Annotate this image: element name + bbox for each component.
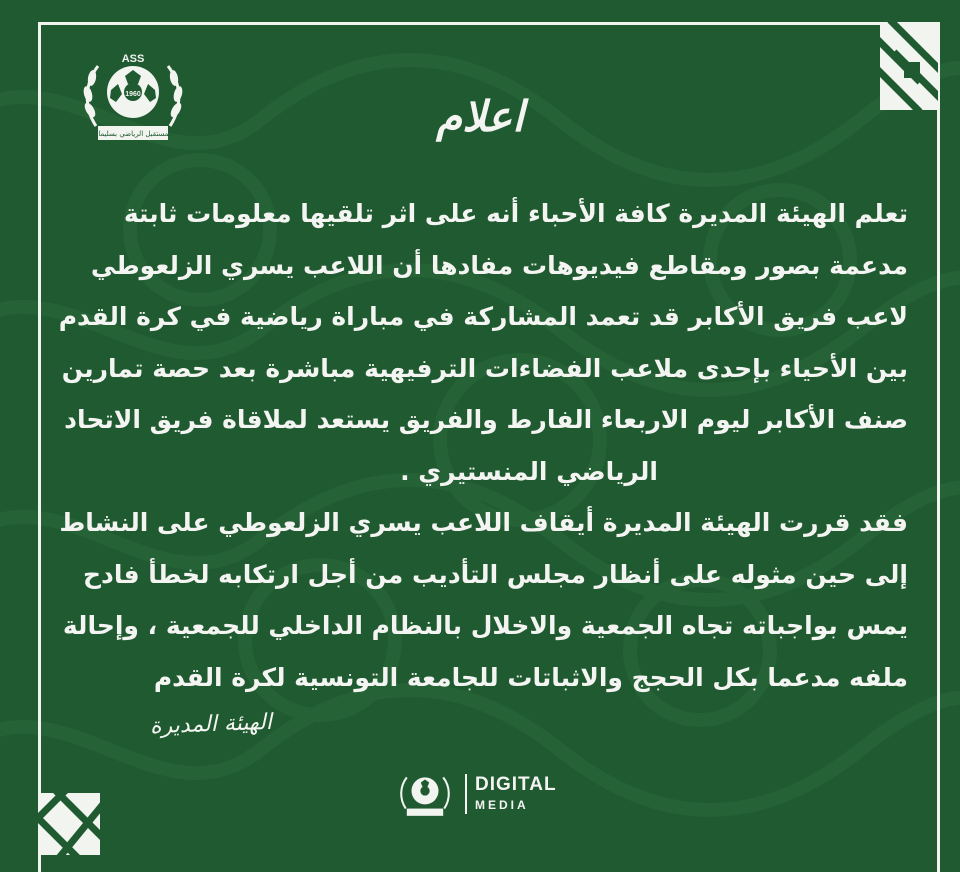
digital-media-brand: [395, 768, 570, 820]
notice-line: إلى حين مثوله على أنظار مجلس التأديب من أجل ارتكابه لخطأ فادح: [83, 559, 908, 589]
notice-title: اعلام: [436, 92, 524, 141]
brand-divider: [465, 774, 467, 814]
svg-text:ASS: ASS: [121, 53, 145, 65]
svg-text:1960: 1960: [125, 91, 141, 98]
stripes-decoration-icon: [38, 793, 100, 855]
notice-line: يمس بواجباته تجاه الجمعية والاخلال بالنظام الداخلي للجمعية ، وإحالة: [62, 611, 908, 640]
club-logo: [78, 48, 188, 148]
signature: الهيئة المديرة: [149, 709, 273, 740]
svg-text:المستقبل الرياضي بسليمان: المستقبل الرياضي بسليمان: [93, 130, 173, 138]
notice-body: [60, 188, 908, 703]
brand-line2: MEDIA: [475, 798, 529, 812]
notice-line: مدعمة بصور ومقاطع فيديوهات مفادها أن اللاعب يسري الزلعوطي: [90, 250, 908, 280]
notice-line: لاعب فريق الأكابر قد تعمد المشاركة في مباراة رياضية في كرة القدم: [58, 302, 908, 331]
notice-line: صنف الأكابر ليوم الاربعاء الفارط والفريق يستعد لملاقاة فريق الاتحاد: [64, 405, 908, 434]
notice-line: الرياضي المنستيري .: [400, 456, 658, 486]
brand-line1: DIGITAL: [475, 774, 557, 795]
notice-line: ملفه مدعما بكل الحجج والاثباتات للجامعة التونسية لكرة القدم: [153, 662, 908, 692]
notice-line: تعلم الهيئة المديرة كافة الأحباء أنه على اثر تلقيها معلومات ثابتة: [123, 199, 908, 228]
stripes-decoration-icon: [880, 22, 938, 110]
club-logo-small: [395, 768, 455, 820]
notice-line: فقد قررت الهيئة المديرة أيقاف اللاعب يسري الزلعوطي على النشاط: [59, 508, 908, 537]
notice-line: بين الأحياء بإحدى ملاعب الفضاءات الترفيهية مباشرة بعد حصة تمارين: [61, 353, 908, 383]
